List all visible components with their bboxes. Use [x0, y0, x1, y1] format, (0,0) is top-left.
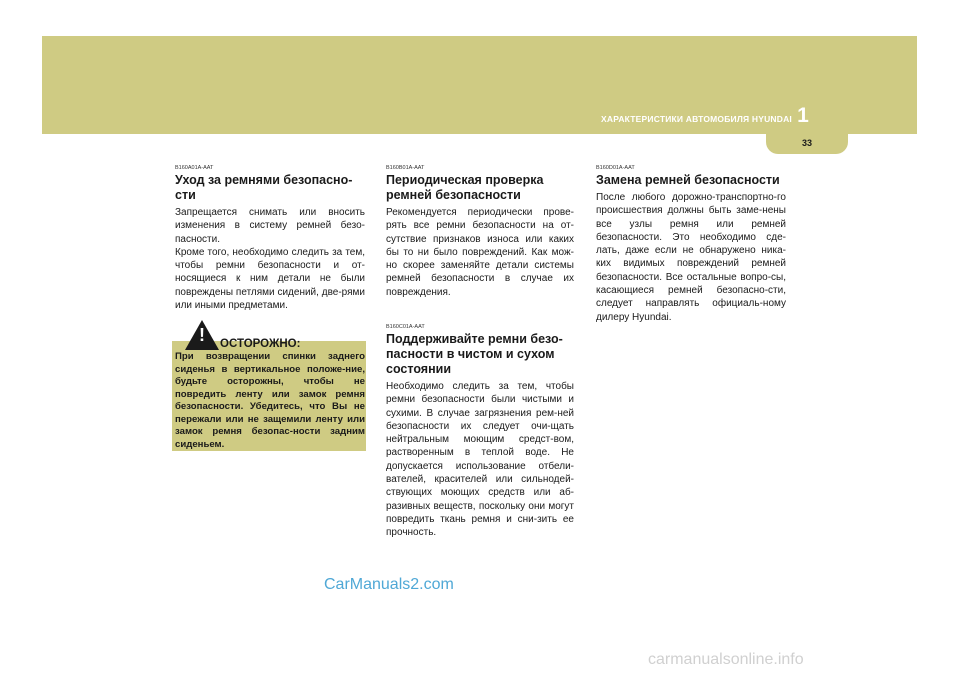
section-code: B160D01A-AAT [596, 165, 635, 171]
section-body: После любого дорожно-транспортно-го происшествия должны быть заме-нены все узлы ремня или ремней безопасности. Это необходимо сде-лать, даже если не обнаружено ника-ких видимых повреждений ремней безопасности. Все остальные вопро-сы, касающиеся ремней безопасно-сти, следует направлять официаль-ному дилеру Hyundai. [596, 192, 786, 323]
watermark-carmanuals2[interactable]: CarManuals2.com [324, 576, 454, 593]
section-code: B160A01A-AAT [175, 165, 214, 171]
page-number: 33 [801, 138, 812, 148]
chapter-number: 1 [797, 104, 809, 127]
section-code: B160C01A-AAT [386, 324, 425, 330]
watermark-carmanualsonline[interactable]: carmanualsonline.info [648, 651, 804, 668]
warning-title: ОСТОРОЖНО: [220, 338, 301, 350]
section-code: B160B01A-AAT [386, 165, 425, 171]
exclamation-icon: ! [199, 325, 205, 345]
column-1 [175, 165, 365, 312]
page-number-tab [766, 134, 848, 154]
section-heading: Периодическая проверка ремней безопасности [386, 173, 544, 202]
section-body: Запрещается снимать или вносить изменения в систему ремней безо-пасности. Кроме того, необходимо следить за тем, чтобы ремни безопасности и от-носящиеся к ним детали не были повреждены петлями сидений, две-рями или иными предметами. [175, 207, 365, 312]
warning-text: При возвращении спинки заднего сиденья в вертикальное положе-ние, будьте осторожны, чтобы не повредить ленту или замок ремня безопасности. Убедитесь, что Вы не пережали или не защемили ленту или замок ремня безопас-ности задним сиденьем. [175, 351, 365, 450]
section-body: Необходимо следить за тем, чтобы ремни безопасности были чистыми и сухими. В случае загрязнения рем-ней безопасности их следует очи-щать нейтральным моющим средст-вом, растворенным в теплой воде. Не допускается использование отбели-вателей, красителей или сильнодей-ствующих моющих средств или аб-разивных веществ, поскольку они могут повредить ткань ремня и сни-зить ее прочность. [386, 381, 574, 539]
section-title: ХАРАКТЕРИСТИКИ АВТОМОБИЛЯ HYUNDAI [600, 114, 792, 124]
column-2-section-2 [386, 324, 574, 540]
section-heading: Уход за ремнями безопасно-сти [175, 173, 353, 202]
column-2-section-1 [386, 165, 574, 299]
section-heading: Поддерживайте ремни безо-пасности в чистом и сухом состоянии [386, 332, 563, 376]
section-body: Рекомендуется периодически прове-рять все ремни безопасности на от-сутствие признаков износа или каких бы то ни было повреждений. Как мож-но скорее заменяйте детали системы ремней безопасности в случае их повреждения. [386, 207, 574, 298]
column-3 [596, 165, 786, 324]
section-heading: Замена ремней безопасности [596, 173, 780, 187]
